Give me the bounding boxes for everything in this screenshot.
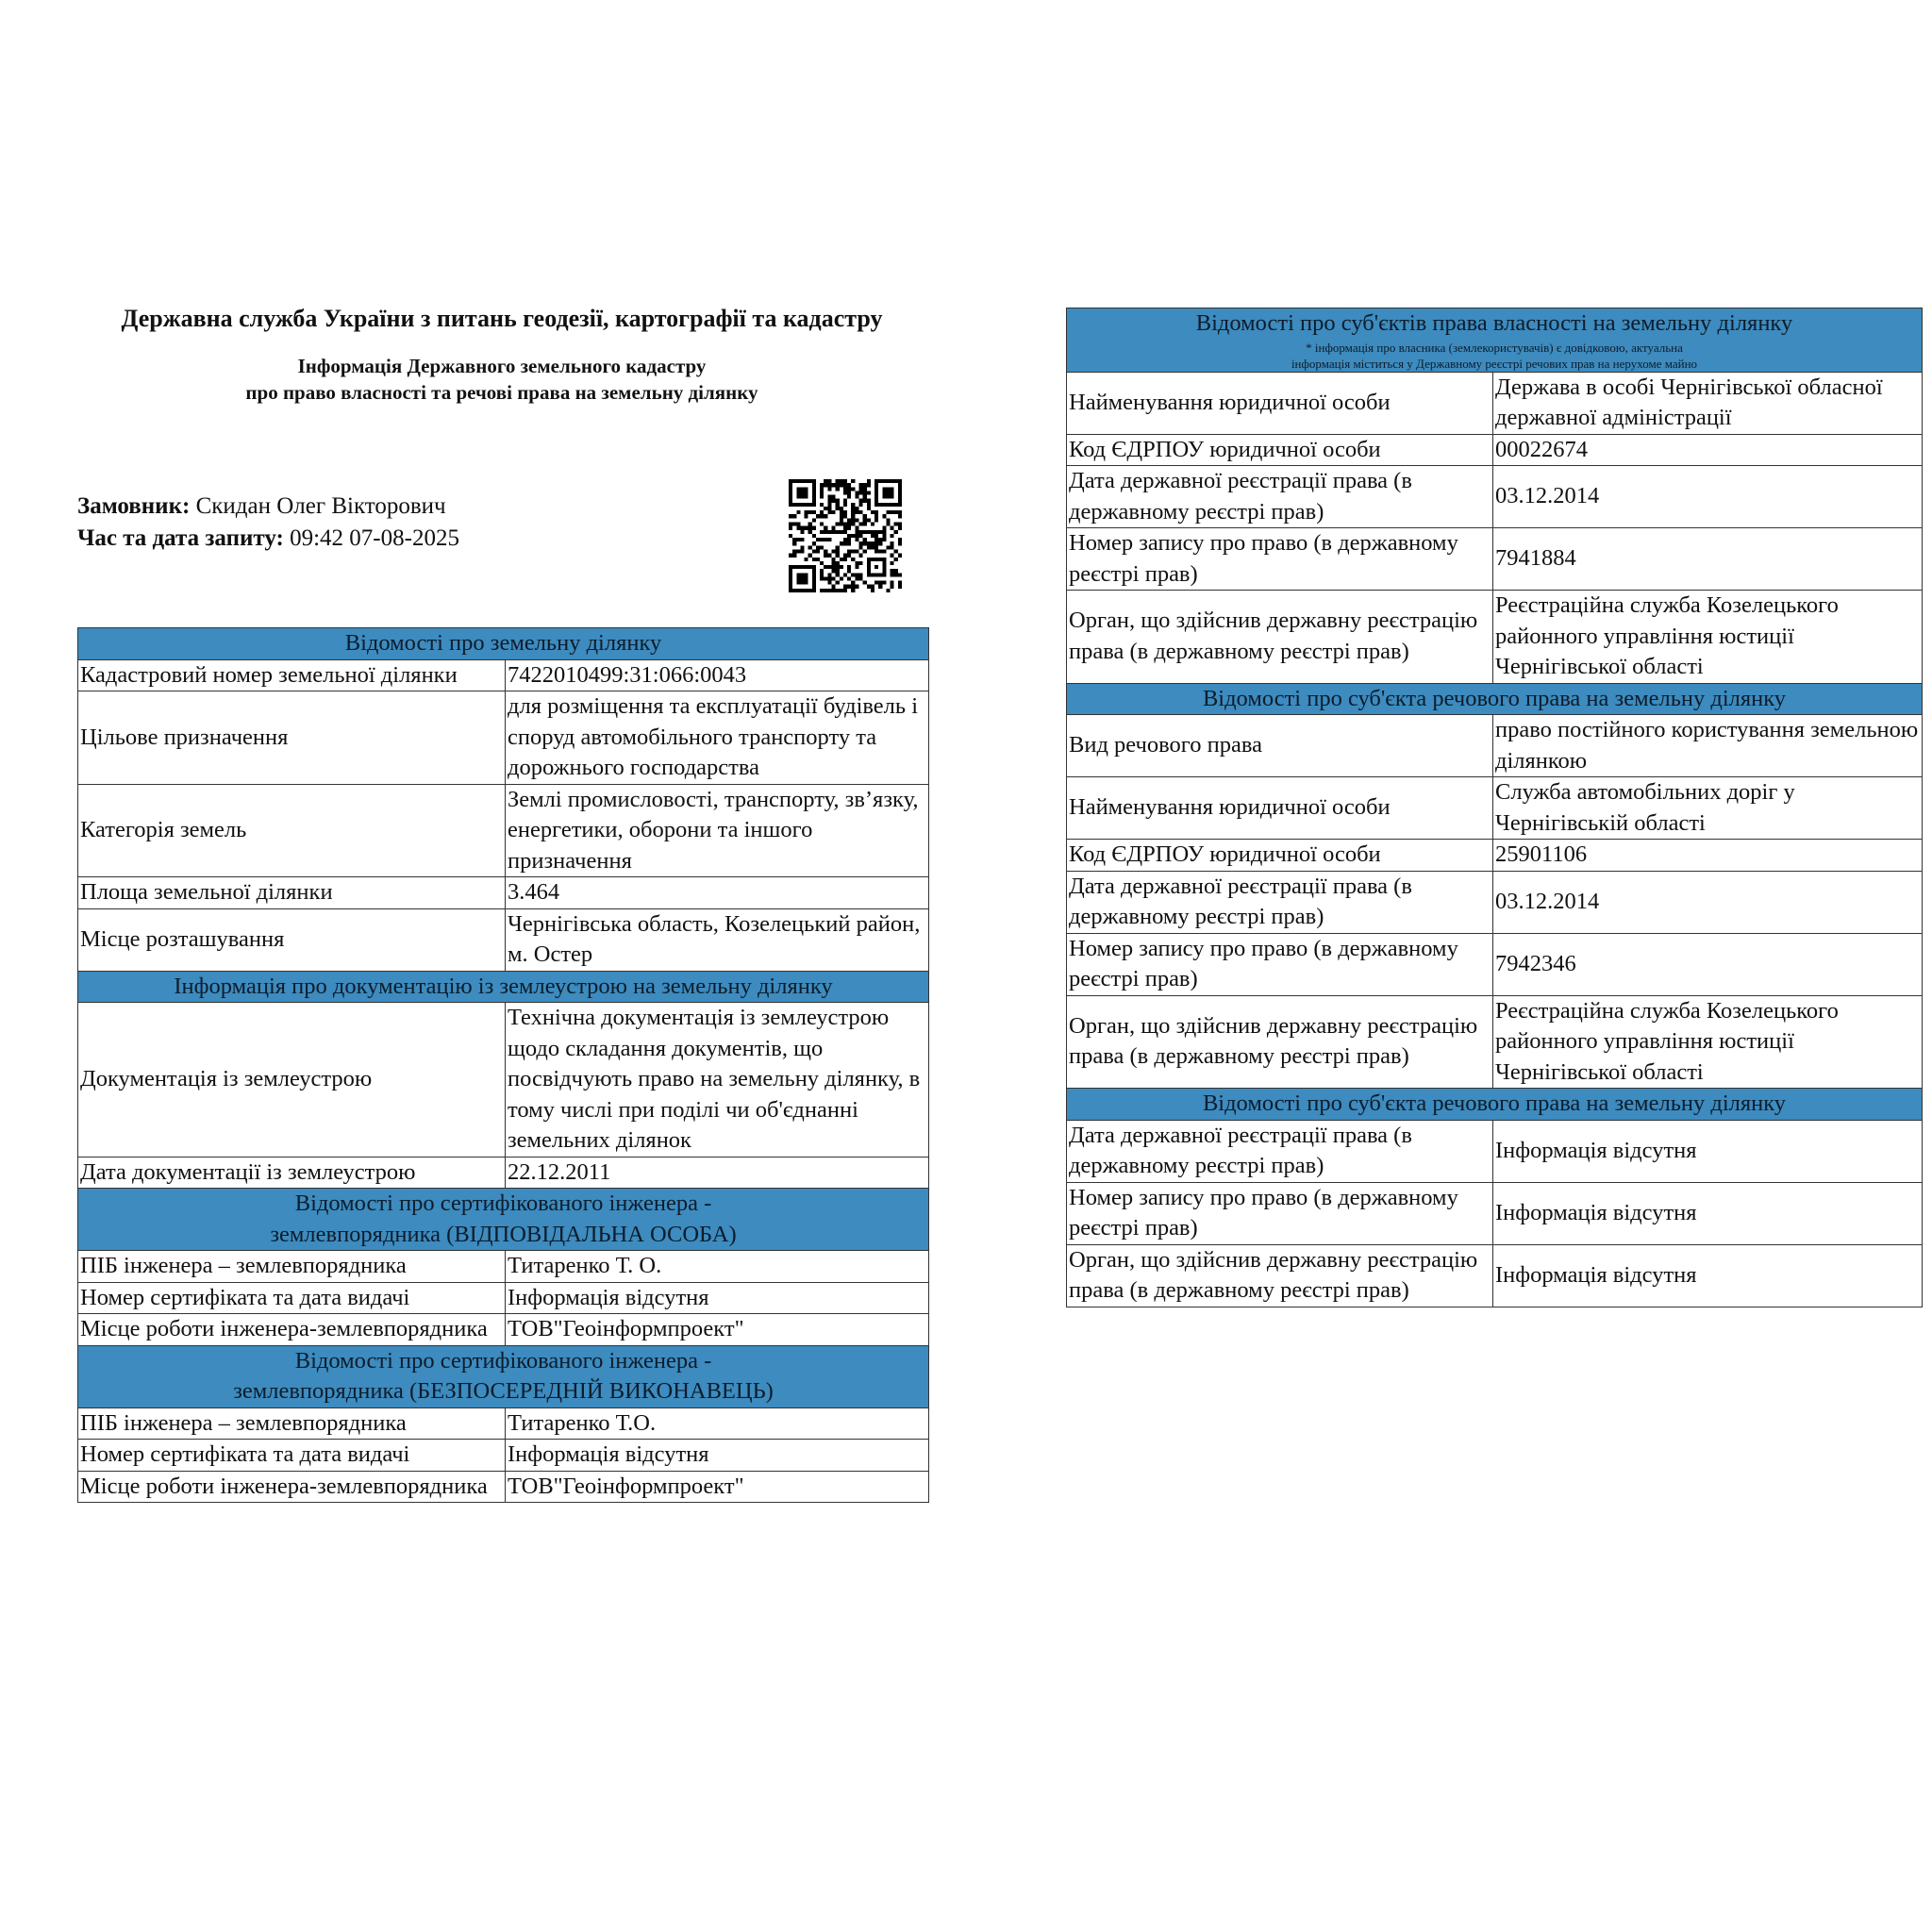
row-label: Площа земельної ділянки (78, 877, 506, 909)
row-label: Документація із землеустрою (78, 1003, 506, 1158)
row-value: 03.12.2014 (1493, 466, 1923, 528)
row-value: Землі промисловості, транспорту, зв’язку, енергетики, оборони та іншого призначення (506, 784, 929, 877)
row-label: Найменування юридичної особи (1067, 372, 1493, 434)
row-label: Дата державної реєстрації права (в державному реєстрі прав) (1067, 871, 1493, 933)
row-value: Інформація відсутня (1493, 1244, 1923, 1307)
row-label: Орган, що здійснив державну реєстрацію права (в державному реєстрі прав) (1067, 591, 1493, 684)
section-title: Інформація про документацію із землеустрою на земельну ділянку (78, 971, 929, 1003)
row-value: Титаренко Т.О. (506, 1407, 929, 1440)
section-header-engineer-executor (78, 1345, 929, 1407)
table-row (1067, 715, 1923, 777)
row-value: 03.12.2014 (1493, 871, 1923, 933)
row-label: Номер сертифіката та дата видачі (78, 1440, 506, 1472)
table-row (1067, 1244, 1923, 1307)
section-title-line-1: Відомості про сертифікованого інженера - (294, 1347, 712, 1374)
ownership-note-line-2: інформація міститься у Державному реєстрі речових прав на нерухоме майно (1291, 356, 1698, 371)
row-value: 7942346 (1493, 933, 1923, 995)
table-row (1067, 466, 1923, 528)
row-label: Орган, що здійснив державну реєстрацію права (в державному реєстрі прав) (1067, 995, 1493, 1089)
document-header (77, 302, 926, 406)
table-row (78, 1440, 929, 1472)
customer-line (77, 491, 459, 523)
table-row (78, 1157, 929, 1189)
row-label: ПІБ інженера – землевпорядника (78, 1407, 506, 1440)
row-label: Найменування юридичної особи (1067, 777, 1493, 840)
section-title (78, 1345, 929, 1407)
row-value: ТОВ"Геоінформпроект" (506, 1314, 929, 1346)
table-row (78, 877, 929, 909)
row-label: ПІБ інженера – землевпорядника (78, 1251, 506, 1283)
table-row (78, 1471, 929, 1503)
row-label: Вид речового права (1067, 715, 1493, 777)
table-row (1067, 372, 1923, 434)
customer-label: Замовник: (77, 493, 191, 519)
section-title (1067, 308, 1923, 373)
section-title-line-2: землевпорядника (БЕЗПОСЕРЕДНІЙ ВИКОНАВЕЦЬ) (233, 1378, 774, 1404)
ownership-note-line-1: * інформація про власника (землекористувачів) є довідковою, актуальна (1306, 340, 1683, 355)
customer-value: Скидан Олег Вікторович (195, 493, 446, 519)
request-time-value: 09:42 07-08-2025 (290, 525, 459, 551)
section-title-line-2: землевпорядника (ВІДПОВІДАЛЬНА ОСОБА) (270, 1221, 737, 1247)
section-header-land-plot (78, 628, 929, 660)
agency-title: Державна служба України з питань геодезії, картографії та кадастру (121, 305, 883, 332)
table-row (1067, 1120, 1923, 1182)
row-label: Номер запису про право (в державному реєстрі прав) (1067, 1182, 1493, 1244)
section-header-property-right (1067, 683, 1923, 715)
row-value: Реєстраційна служба Козелецького районного управління юстиції Чернігівської області (1493, 591, 1923, 684)
row-value: право постійного користування земельною ділянкою (1493, 715, 1923, 777)
row-value: Реєстраційна служба Козелецького районного управління юстиції Чернігівської області (1493, 995, 1923, 1089)
table-row (78, 1282, 929, 1314)
row-value: Титаренко Т. О. (506, 1251, 929, 1283)
section-title-line-1: Відомості про сертифікованого інженера - (294, 1191, 712, 1216)
table-row (78, 1003, 929, 1158)
rights-info-table (1066, 308, 1923, 1307)
row-value: Інформація відсутня (1493, 1120, 1923, 1182)
table-row (1067, 434, 1923, 466)
row-label: Місце роботи інженера-землевпорядника (78, 1471, 506, 1503)
table-row (78, 659, 929, 691)
table-row (1067, 528, 1923, 591)
table-row (1067, 995, 1923, 1089)
table-row (78, 1314, 929, 1346)
request-info (77, 491, 459, 555)
row-label: Категорія земель (78, 784, 506, 877)
table-row (1067, 871, 1923, 933)
row-label: Місце розташування (78, 908, 506, 971)
row-value: 00022674 (1493, 434, 1923, 466)
row-value: 3.464 (506, 877, 929, 909)
row-value: ТОВ"Геоінформпроект" (506, 1471, 929, 1503)
row-label: Код ЄДРПОУ юридичної особи (1067, 434, 1493, 466)
row-value: Інформація відсутня (1493, 1182, 1923, 1244)
row-label: Місце роботи інженера-землевпорядника (78, 1314, 506, 1346)
table-row (78, 784, 929, 877)
section-header-documentation (78, 971, 929, 1003)
document-subtitle (77, 353, 926, 406)
table-row (1067, 933, 1923, 995)
table-row (78, 908, 929, 971)
row-label: Дата державної реєстрації права (в державному реєстрі прав) (1067, 1120, 1493, 1182)
row-value: Служба автомобільних доріг у Чернігівській області (1493, 777, 1923, 840)
subtitle-line-2: про право власності та речові права на земельну ділянку (245, 381, 758, 404)
table-row (78, 1407, 929, 1440)
section-header-engineer-responsible (78, 1189, 929, 1251)
request-time-line (77, 523, 459, 555)
land-plot-info-table (77, 627, 929, 1503)
request-time-label: Час та дата запиту: (77, 525, 284, 551)
row-label: Код ЄДРПОУ юридичної особи (1067, 840, 1493, 872)
row-label: Номер запису про право (в державному реєстрі прав) (1067, 528, 1493, 591)
row-label: Дата державної реєстрації права (в державному реєстрі прав) (1067, 466, 1493, 528)
subtitle-line-1: Інформація Державного земельного кадастру (297, 355, 707, 377)
row-value: 22.12.2011 (506, 1157, 929, 1189)
section-title: Відомості про суб'єкта речового права на земельну ділянку (1067, 1089, 1923, 1121)
section-title (78, 1189, 929, 1251)
section-title-text: Відомості про суб'єктів права власності на земельну ділянку (1195, 310, 1793, 336)
table-row (1067, 591, 1923, 684)
section-title: Відомості про земельну ділянку (78, 628, 929, 660)
row-value: Інформація відсутня (506, 1440, 929, 1472)
section-header-property-right-2 (1067, 1089, 1923, 1121)
row-value: 7941884 (1493, 528, 1923, 591)
table-row (1067, 840, 1923, 872)
row-label: Номер сертифіката та дата видачі (78, 1282, 506, 1314)
qr-code-icon (789, 479, 902, 592)
row-value: для розміщення та експлуатації будівель і споруд автомобільного транспорту та дорожнього господарства (506, 691, 929, 785)
table-row (1067, 1182, 1923, 1244)
row-value: Чернігівська область, Козелецький район, м. Остер (506, 908, 929, 971)
row-value: Держава в особі Чернігівської обласної державної адміністрації (1493, 372, 1923, 434)
row-label: Орган, що здійснив державну реєстрацію права (в державному реєстрі прав) (1067, 1244, 1493, 1307)
row-value: 7422010499:31:066:0043 (506, 659, 929, 691)
row-value: 25901106 (1493, 840, 1923, 872)
row-value: Технічна документація із землеустрою щодо складання документів, що посвідчують право на земельну ділянку, в тому числі при поділі чи об'єднанні земельних ділянок (506, 1003, 929, 1158)
table-row (1067, 777, 1923, 840)
row-label: Кадастровий номер земельної ділянки (78, 659, 506, 691)
table-row (78, 691, 929, 785)
section-title: Відомості про суб'єкта речового права на земельну ділянку (1067, 683, 1923, 715)
row-label: Цільове призначення (78, 691, 506, 785)
row-label: Номер запису про право (в державному реєстрі прав) (1067, 933, 1493, 995)
row-label: Дата документації із землеустрою (78, 1157, 506, 1189)
section-header-ownership (1067, 308, 1923, 373)
row-value: Інформація відсутня (506, 1282, 929, 1314)
table-row (78, 1251, 929, 1283)
